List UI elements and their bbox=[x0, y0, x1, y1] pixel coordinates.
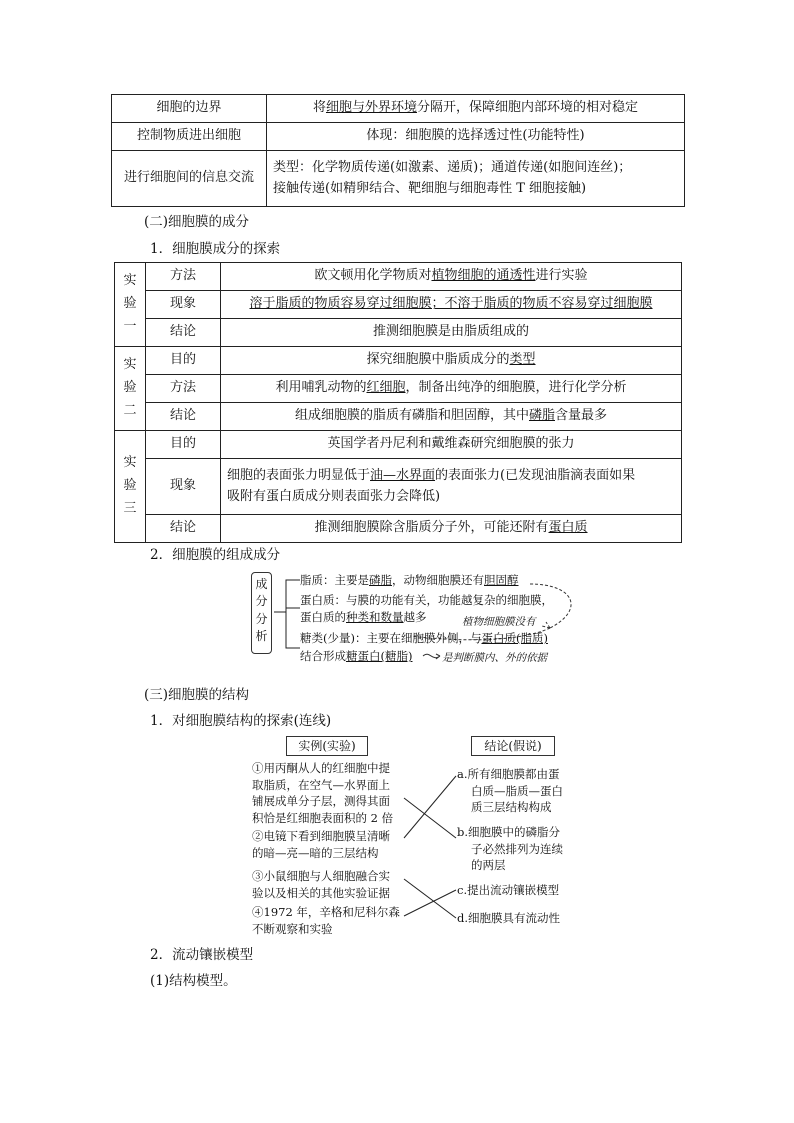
conclusion-b: b.细胞膜中的磷脂分 子必然排列为连续 的两层 bbox=[457, 825, 563, 873]
example-1: ①用丙酮从人的红细胞中提 取脂质，在空气—水界面上 铺展成单分子层，测得其面 积恰是红细胞表面积的 2 倍 bbox=[252, 761, 394, 826]
cell-label: 结论 bbox=[146, 319, 221, 347]
cell-content: 英国学者丹尼利和戴维森研究细胞膜的张力 bbox=[221, 431, 682, 459]
cell-label: 现象 bbox=[146, 291, 221, 319]
function-table bbox=[111, 94, 685, 207]
row-label: 细胞的边界 bbox=[112, 95, 267, 123]
cell-label: 方法 bbox=[146, 375, 221, 403]
sub-heading: 2．流动镶嵌模型 bbox=[150, 947, 254, 963]
analysis-title-box: 成 分 分 析 bbox=[251, 572, 272, 654]
row-content: 将细胞与外界环境分隔开，保障细胞内部环境的相对稳定 bbox=[267, 95, 685, 123]
conclusion-a: a.所有细胞膜都由蛋 白质—脂质—蛋白 质三层结构构成 bbox=[457, 767, 563, 815]
section-heading: (三)细胞膜的结构 bbox=[144, 687, 250, 703]
matching-diagram bbox=[252, 734, 582, 938]
example-2: ②电镜下看到细胞膜呈清晰 的暗—亮—暗的三层结构 bbox=[252, 829, 390, 860]
cell-content: 推测细胞膜是由脂质组成的 bbox=[221, 319, 682, 347]
sugar-line-2: 结合形成糖蛋白(糖脂) bbox=[300, 649, 413, 663]
cell-content: 溶于脂质的物质容易穿过细胞膜；不溶于脂质的物质不容易穿过细胞膜 bbox=[221, 291, 682, 319]
composition-diagram bbox=[250, 566, 590, 670]
protein-line-1: 蛋白质：与膜的功能有关，功能越复杂的细胞膜， bbox=[300, 593, 553, 607]
cell-content: 欧文顿用化学物质对植物细胞的通透性进行实验 bbox=[221, 263, 682, 291]
matching-lines bbox=[252, 734, 582, 938]
conclusion-d: d.细胞膜具有流动性 bbox=[457, 911, 561, 925]
example-3: ③小鼠细胞与人细胞融合实 验以及相关的其他实验证据 bbox=[252, 869, 390, 900]
exp-name: 实 验 一 bbox=[115, 263, 146, 347]
cell-label: 结论 bbox=[146, 403, 221, 431]
brace-lines bbox=[272, 566, 302, 666]
arrow-to-note bbox=[422, 648, 442, 664]
example-4: ④1972 年，辛格和尼科尔森 不断观察和实验 bbox=[252, 905, 400, 936]
cell-content: 组成细胞膜的脂质有磷脂和胆固醇，其中磷脂含量最多 bbox=[221, 403, 682, 431]
sub-heading: (1)结构模型。 bbox=[150, 973, 237, 989]
sub-heading: 1．细胞膜成分的探索 bbox=[150, 241, 281, 257]
section-heading: (二)细胞膜的成分 bbox=[144, 214, 250, 230]
cell-label: 结论 bbox=[146, 515, 221, 543]
plant-note: 植物细胞膜没有 bbox=[462, 616, 536, 628]
exp-name: 实 验 二 bbox=[115, 347, 146, 431]
sub-heading: 2．细胞膜的组成成分 bbox=[150, 547, 281, 563]
right-title-box: 结论(假说) bbox=[471, 736, 555, 756]
cell-content: 推测细胞膜除含脂质分子外，可能还附有蛋白质 bbox=[221, 515, 682, 543]
sub-heading: 1．对细胞膜结构的探索(连线) bbox=[150, 713, 332, 729]
row-label: 控制物质进出细胞 bbox=[112, 123, 267, 151]
cell-label: 现象 bbox=[146, 459, 221, 515]
cell-content: 利用哺乳动物的红细胞，制备出纯净的细胞膜，进行化学分析 bbox=[221, 375, 682, 403]
cell-label: 方法 bbox=[146, 263, 221, 291]
protein-line-2: 蛋白质的种类和数量越多 bbox=[300, 610, 427, 624]
row-content: 体现：细胞膜的选择透过性(功能特性) bbox=[267, 123, 685, 151]
sugar-line-1: 糖类(少量)：主要在细胞膜外侧，与蛋白质(脂质) bbox=[300, 631, 548, 645]
lipid-line: 脂质：主要是磷脂，动物细胞膜还有胆固醇 bbox=[300, 573, 519, 587]
cell-content: 细胞的表面张力明显低于油—水界面的表面张力(已发现油脂滴表面如果 吸附有蛋白质成分则表面张力会降低) bbox=[221, 459, 682, 515]
cell-label: 目的 bbox=[146, 347, 221, 375]
cell-label: 目的 bbox=[146, 431, 221, 459]
cell-content: 探究细胞膜中脂质成分的类型 bbox=[221, 347, 682, 375]
conclusion-c: c.提出流动镶嵌模型 bbox=[457, 883, 560, 897]
row-label: 进行细胞间的信息交流 bbox=[112, 151, 267, 207]
row-content: 类型：化学物质传递(如激素、递质)；通道传递(如胞间连丝)； 接触传递(如精卵结合、靶细胞与细胞毒性 T 细胞接触) bbox=[267, 151, 685, 207]
left-title-box: 实例(实验) bbox=[286, 736, 368, 756]
experiment-table bbox=[114, 262, 682, 543]
exp-name: 实 验 三 bbox=[115, 431, 146, 543]
inside-outside-note: 是判断膜内、外的依据 bbox=[442, 652, 547, 664]
